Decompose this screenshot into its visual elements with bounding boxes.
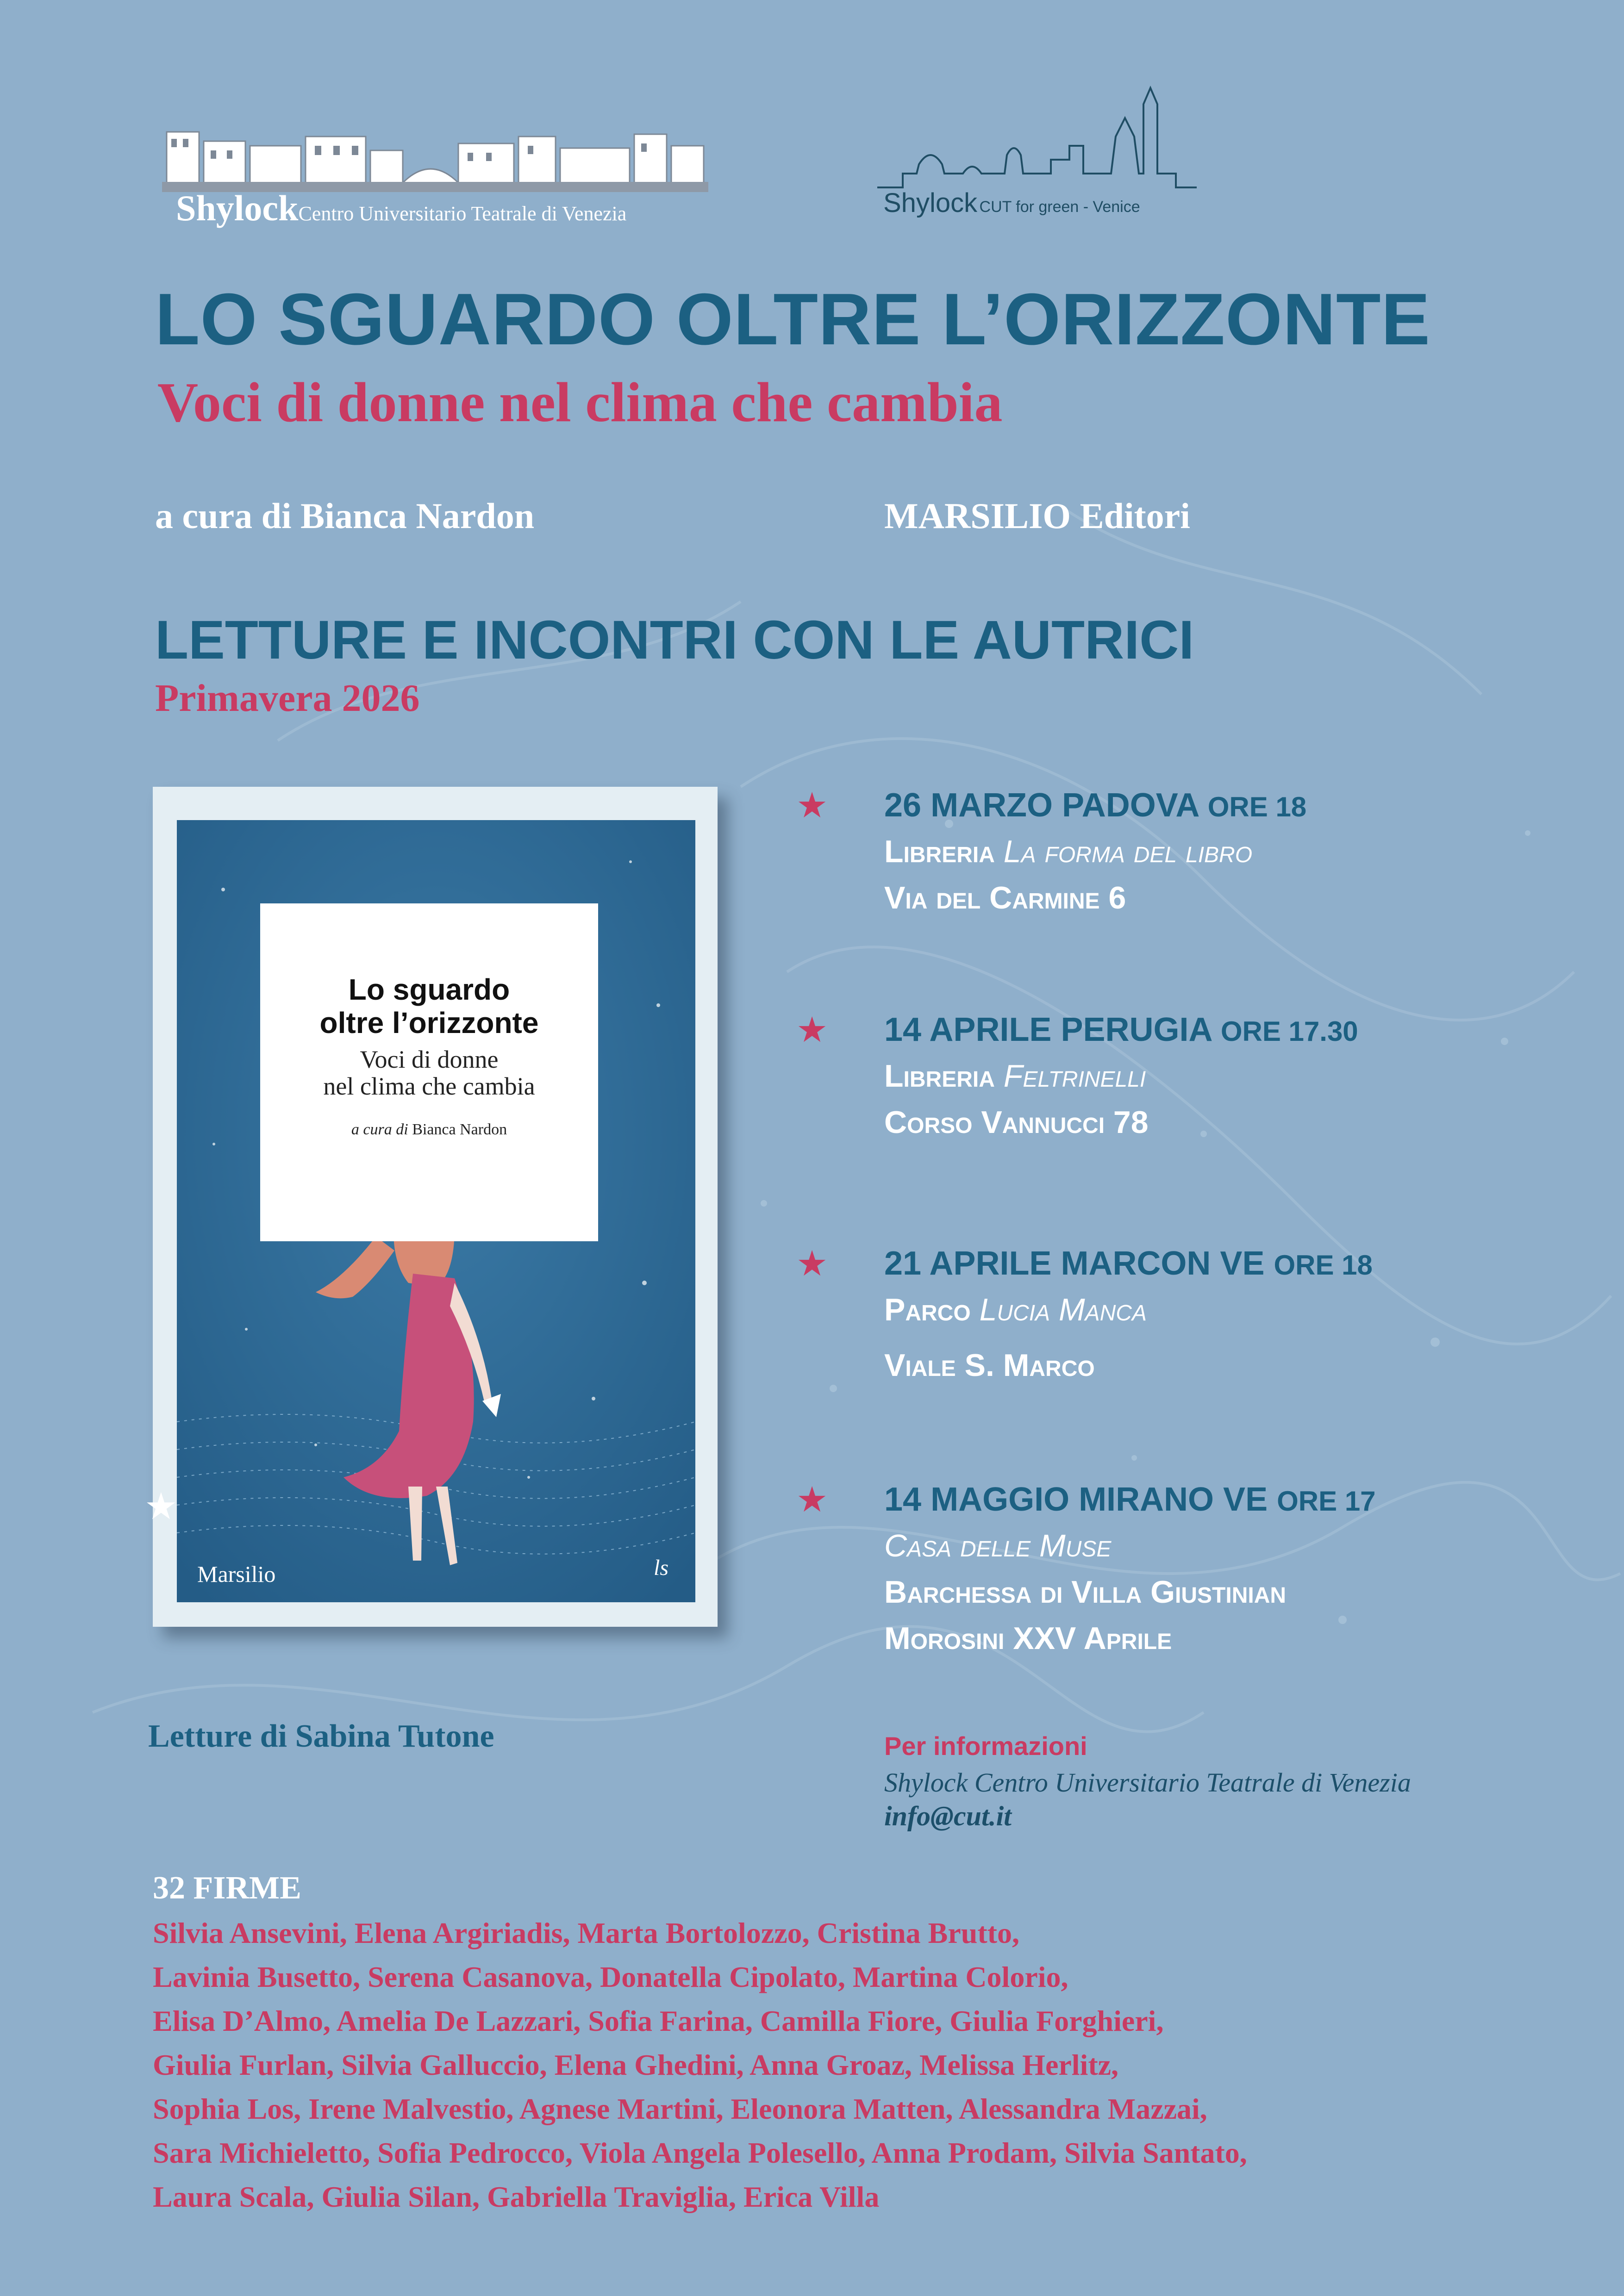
star-icon: ★: [796, 784, 828, 826]
star-icon: ★: [796, 1009, 828, 1050]
logo-right-caption: Shylock CUT for green - Venice: [883, 188, 1140, 218]
info-heading: Per informazioni: [884, 1731, 1087, 1761]
logo-left-caption: ShylockCentro Universitario Teatrale di Venezia: [176, 188, 627, 228]
section-title: LETTURE E INCONTRI CON LE AUTRICI: [155, 610, 1194, 671]
publisher: MARSILIO Editori: [884, 496, 1190, 536]
publisher-mark: ls: [654, 1556, 669, 1580]
star-icon: ★: [796, 1479, 828, 1520]
info-organization: Shylock Centro Universitario Teatrale di Venezia: [884, 1767, 1411, 1798]
shylock-cut-for-green-logo: [875, 86, 1199, 224]
authors-line: Sara Michieletto, Sofia Pedrocco, Viola Angela Polesello, Anna Prodam, Silvia Santato,: [153, 2136, 1247, 2169]
subtitle: Voci di donne nel clima che cambia: [157, 371, 1003, 434]
authors-line: Giulia Furlan, Silvia Galluccio, Elena Ghedini, Anna Groaz, Melissa Herlitz,: [153, 2048, 1119, 2081]
book-title-label: Lo sguardo oltre l’orizzonte Voci di donne nel clima che cambia a cura di Bianca Nardon: [260, 903, 598, 1241]
venice-skyline-icon: [162, 123, 708, 192]
star-icon: ★: [796, 1243, 828, 1284]
authors-count-title: 32 FIRME: [153, 1870, 301, 1906]
authors-line: Lavinia Busetto, Serena Casanova, Donatella Cipolato, Martina Colorio,: [153, 1960, 1068, 1993]
authors-line: Silvia Ansevini, Elena Argiriadis, Marta Bortolozzo, Cristina Brutto,: [153, 1916, 1019, 1949]
authors-line: Sophia Los, Irene Malvestio, Agnese Martini, Eleonora Matten, Alessandra Mazzai,: [153, 2092, 1207, 2125]
authors-line: Elisa D’Almo, Amelia De Lazzari, Sofia Farina, Camilla Fiore, Giulia Forghieri,: [153, 2004, 1164, 2037]
season: Primavera 2026: [155, 677, 420, 720]
decorative-star-icon: ★: [144, 1485, 178, 1528]
info-email-link[interactable]: info@cut.it: [884, 1801, 1012, 1831]
book-publisher-brand: Marsilio: [197, 1561, 276, 1587]
readings-credit: Letture di Sabina Tutone: [148, 1718, 494, 1754]
book-cover: [153, 787, 718, 1627]
shylock-centro-logo: [162, 123, 708, 228]
main-title: LO SGUARDO OLTRE L’ORIZZONTE: [155, 279, 1430, 360]
curator: a cura di Bianca Nardon: [155, 496, 535, 536]
authors-line: Laura Scala, Giulia Silan, Gabriella Traviglia, Erica Villa: [153, 2180, 880, 2213]
skyline-outline-icon: [875, 86, 1199, 192]
